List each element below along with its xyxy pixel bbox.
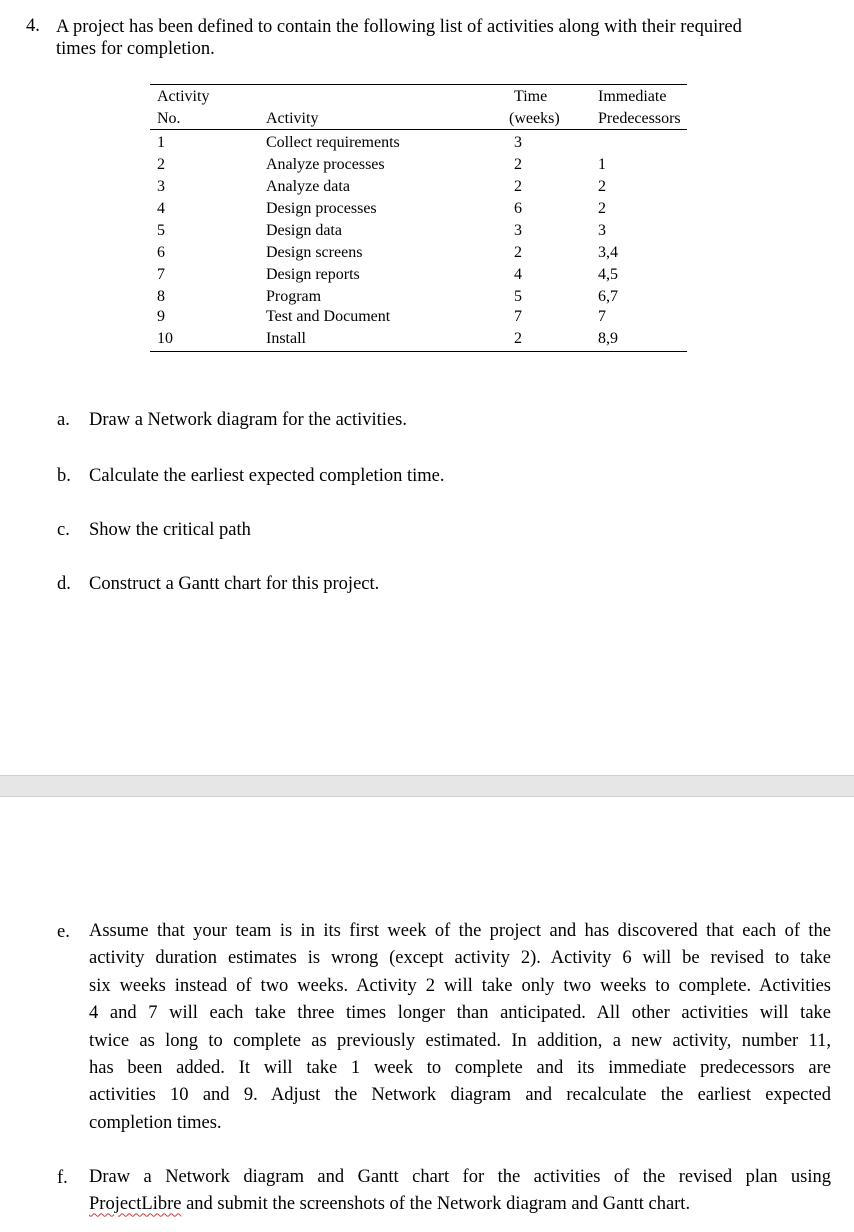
row-activity: Install — [266, 330, 306, 347]
task-text: Show the critical path — [89, 520, 251, 540]
header-activity: Activity — [266, 110, 319, 127]
row-pred: 3,4 — [598, 244, 618, 261]
paragraph-line: Draw a Network diagram and Gantt chart for the activities of the revised plan using — [89, 1167, 831, 1187]
row-activity: Design screens — [266, 244, 363, 261]
row-pred: 2 — [598, 178, 606, 195]
task-e-paragraph — [89, 918, 831, 1137]
spellcheck-flagged-word: ProjectLibre — [89, 1194, 182, 1215]
paragraph-line: 4 and 7 will each take three times longer than anticipated. All other activities will take — [89, 1003, 831, 1024]
row-activity: Test and Document — [266, 308, 391, 325]
header-pred-line2: Predecessors — [598, 110, 681, 127]
task-text: Construct a Gantt chart for this project. — [89, 574, 380, 594]
paragraph-line: six weeks instead of two weeks. Activity 2 will take only two weeks to complete. Activities — [89, 975, 831, 996]
row-pred: 4,5 — [598, 266, 618, 283]
row-activity: Design processes — [266, 200, 377, 217]
row-pred: 7 — [598, 308, 606, 325]
paragraph-line: has been added. It will take 1 week to complete and its immediate predecessors are — [89, 1058, 831, 1079]
row-time: 3 — [514, 222, 522, 239]
paragraph-line: twice as long to complete as previously estimated. In addition, a new activity, number 11, — [89, 1030, 831, 1051]
row-time: 6 — [514, 200, 522, 217]
row-activity: Design reports — [266, 266, 360, 283]
header-pred-line1: Immediate — [598, 88, 667, 105]
header-time-line2: (weeks) — [509, 110, 560, 127]
row-time: 7 — [514, 308, 522, 325]
row-time: 2 — [514, 178, 522, 195]
paragraph-line: activities 10 and 9. Adjust the Network diagram and recalculate the earliest expected — [89, 1085, 831, 1106]
paragraph-line: activity duration estimates is wrong (except activity 2). Activity 6 will be revised to take — [89, 948, 831, 969]
task-text: Calculate the earliest expected completion time. — [89, 466, 445, 486]
task-label: c. — [57, 520, 70, 540]
row-no: 2 — [157, 156, 165, 173]
paragraph-line-rest: and submit the screenshots of the Network diagram and Gantt chart. — [181, 1194, 691, 1215]
row-activity: Collect requirements — [266, 134, 400, 151]
header-no-line2: No. — [157, 110, 181, 127]
row-no: 5 — [157, 222, 165, 239]
row-time: 4 — [514, 266, 522, 283]
row-time: 2 — [514, 244, 522, 261]
row-time: 3 — [514, 134, 522, 151]
row-no: 10 — [157, 330, 173, 347]
row-no: 3 — [157, 178, 165, 195]
row-activity: Program — [266, 288, 322, 305]
paragraph-line: Assume that your team is in its first week of the project and has discovered that each of the — [89, 921, 831, 941]
row-time: 2 — [514, 330, 522, 347]
row-pred: 6,7 — [598, 288, 618, 305]
table-top-rule — [150, 84, 687, 85]
question-number: 4. — [26, 16, 40, 36]
row-no: 8 — [157, 288, 165, 305]
task-f-paragraph — [89, 1164, 831, 1219]
question-intro-line2: times for completion. — [56, 39, 215, 59]
task-label: b. — [57, 466, 71, 486]
task-label: f. — [57, 1168, 68, 1188]
header-no-line1: Activity — [157, 88, 210, 105]
row-no: 9 — [157, 308, 165, 325]
task-label: e. — [57, 922, 70, 942]
task-text: Draw a Network diagram for the activities. — [89, 410, 407, 430]
row-no: 6 — [157, 244, 165, 261]
paragraph-line — [89, 1191, 831, 1218]
question-intro-line1: A project has been defined to contain the following list of activities along with their required — [56, 17, 742, 37]
row-pred: 2 — [598, 200, 606, 217]
page-break — [0, 775, 854, 797]
row-no: 1 — [157, 134, 165, 151]
table-bottom-rule — [150, 351, 687, 352]
row-activity: Analyze data — [266, 178, 350, 195]
paragraph-line: completion times. — [89, 1112, 222, 1133]
task-label: d. — [57, 574, 71, 594]
row-activity: Design data — [266, 222, 342, 239]
row-time: 5 — [514, 288, 522, 305]
header-time-line1: Time — [514, 88, 548, 105]
row-no: 4 — [157, 200, 165, 217]
row-pred: 8,9 — [598, 330, 618, 347]
row-no: 7 — [157, 266, 165, 283]
row-activity: Analyze processes — [266, 156, 385, 173]
row-pred: 1 — [598, 156, 606, 173]
row-pred: 3 — [598, 222, 606, 239]
task-label: a. — [57, 410, 70, 430]
table-header-rule — [150, 129, 687, 130]
row-time: 2 — [514, 156, 522, 173]
